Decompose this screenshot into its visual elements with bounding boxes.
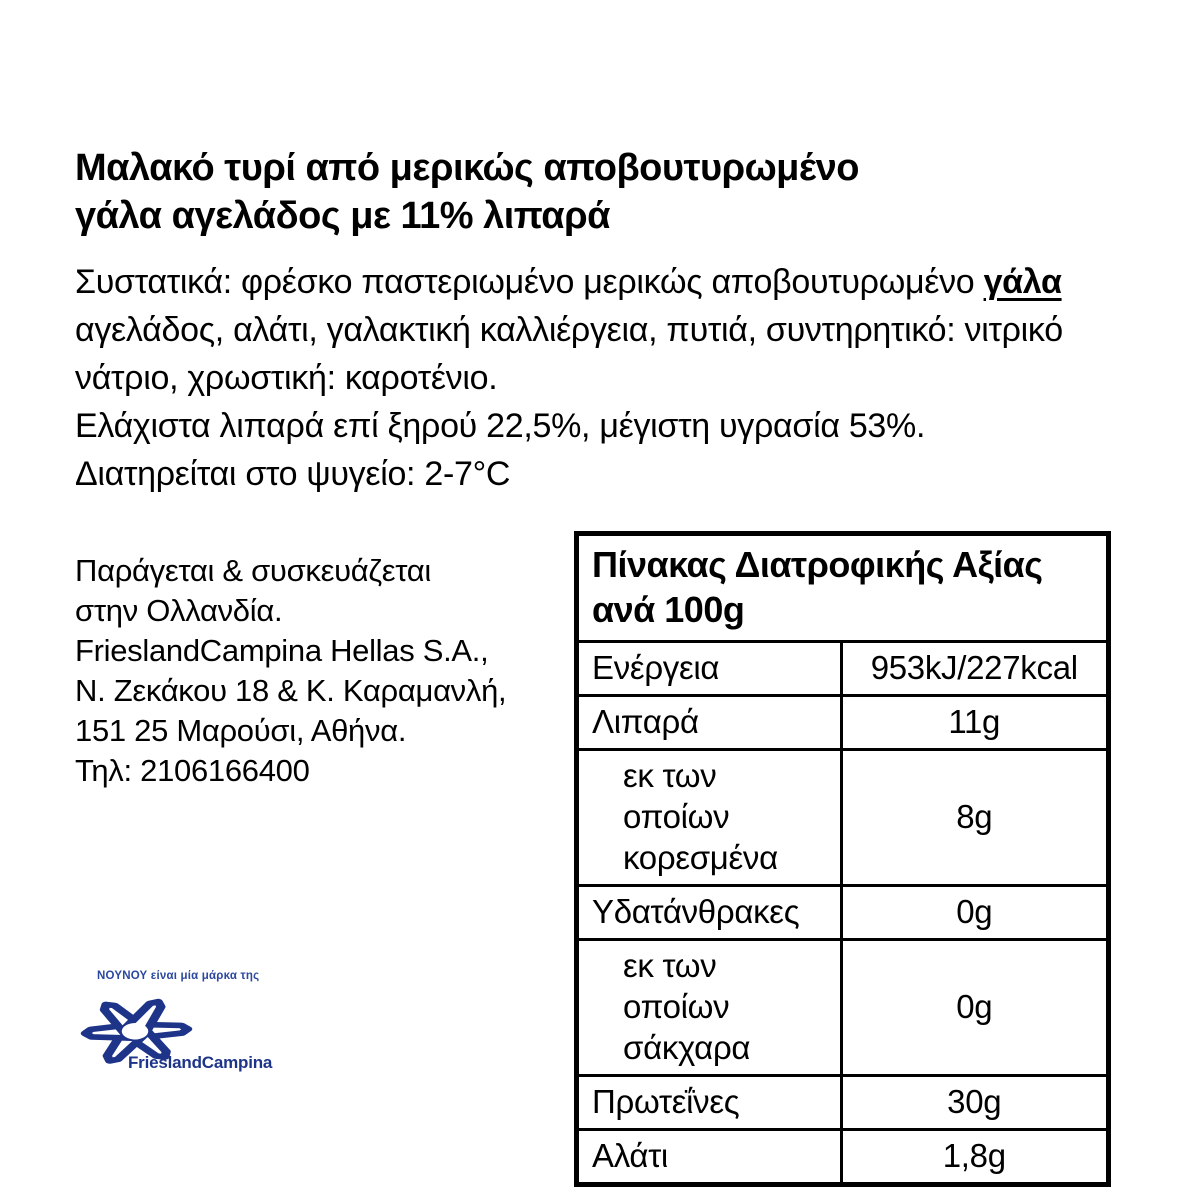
ingredients-line-3: νάτριο, χρωστική: καροτένιο. bbox=[75, 359, 498, 397]
brand-tagline: ΝΟΥΝΟΥ είναι μία μάρκα της bbox=[97, 970, 260, 982]
row-value: 0g bbox=[956, 987, 993, 1025]
table-row-protein bbox=[579, 1077, 1106, 1131]
row-label: εκ των οποίων σάκχαρα bbox=[579, 941, 843, 1074]
phone-line: Τηλ: 2106166400 bbox=[75, 753, 310, 788]
row-label: Πρωτεΐνες bbox=[579, 1077, 843, 1128]
row-value: 1,8g bbox=[942, 1136, 1006, 1174]
fat-dry-matter-line: Ελάχιστα λιπαρά επί ξηρού 22,5%, μέγιστη υγρασία 53%. bbox=[75, 407, 926, 445]
address-line-1: Παράγεται & συσκευάζεται bbox=[75, 553, 432, 588]
brand-wordmark: FrieslandCampina bbox=[128, 1053, 273, 1072]
row-value: 953kJ/227kcal bbox=[870, 648, 1078, 686]
table-row-saturates bbox=[579, 751, 1106, 887]
row-label: Υδατάνθρακες bbox=[579, 887, 843, 938]
highlighted-ingredient-milk: γάλα bbox=[983, 263, 1062, 301]
row-value: 0g bbox=[956, 892, 993, 930]
table-row-sugars bbox=[579, 941, 1106, 1077]
address-line-2: στην Ολλανδία. bbox=[75, 593, 283, 628]
producer-address bbox=[75, 551, 506, 791]
row-value: 11g bbox=[948, 702, 1001, 740]
address-line-4: Ν. Ζεκάκου 18 & Κ. Καραμανλή, bbox=[75, 673, 507, 708]
ingredients-line-1-text: Συστατικά: φρέσκο παστεριωμένο μερικώς αποβουτυρωμένο bbox=[75, 263, 984, 301]
ingredients-line-1 bbox=[75, 258, 1135, 306]
ingredients-line-2: αγελάδος, αλάτι, γαλακτική καλλιέργεια, πυτιά, συντηρητικό: νιτρικό bbox=[75, 311, 1063, 349]
nutrition-table-header bbox=[579, 536, 1106, 643]
table-row-salt bbox=[579, 1131, 1106, 1182]
title-line-2: γάλα αγελάδος με 11% λιπαρά bbox=[75, 195, 611, 237]
address-line-5: 151 25 Μαρούσι, Αθήνα. bbox=[75, 713, 407, 748]
row-label: Λιπαρά bbox=[579, 697, 843, 748]
address-line-3: FrieslandCampina Hellas S.A., bbox=[75, 633, 489, 668]
table-row-energy bbox=[579, 643, 1106, 697]
row-label: Ενέργεια bbox=[579, 643, 843, 694]
ingredients-paragraph bbox=[75, 258, 1135, 498]
table-row-carbohydrates bbox=[579, 887, 1106, 941]
row-label: εκ των οποίων κορεσμένα bbox=[579, 751, 843, 884]
nutrition-table bbox=[574, 531, 1111, 1187]
nutrition-header-line-1: Πίνακας Διατροφικής Αξίας bbox=[592, 544, 1043, 585]
storage-instructions-line: Διατηρείται στο ψυγείο: 2-7°C bbox=[75, 455, 511, 493]
nutrition-header-line-2: ανά 100g bbox=[592, 589, 745, 630]
row-label: Αλάτι bbox=[579, 1131, 843, 1182]
page-title bbox=[75, 144, 859, 240]
table-row-fat bbox=[579, 697, 1106, 751]
title-line-1: Μαλακό τυρί από μερικώς αποβουτυρωμένο bbox=[75, 147, 859, 189]
row-value: 8g bbox=[956, 797, 993, 835]
row-value: 30g bbox=[947, 1082, 1002, 1120]
